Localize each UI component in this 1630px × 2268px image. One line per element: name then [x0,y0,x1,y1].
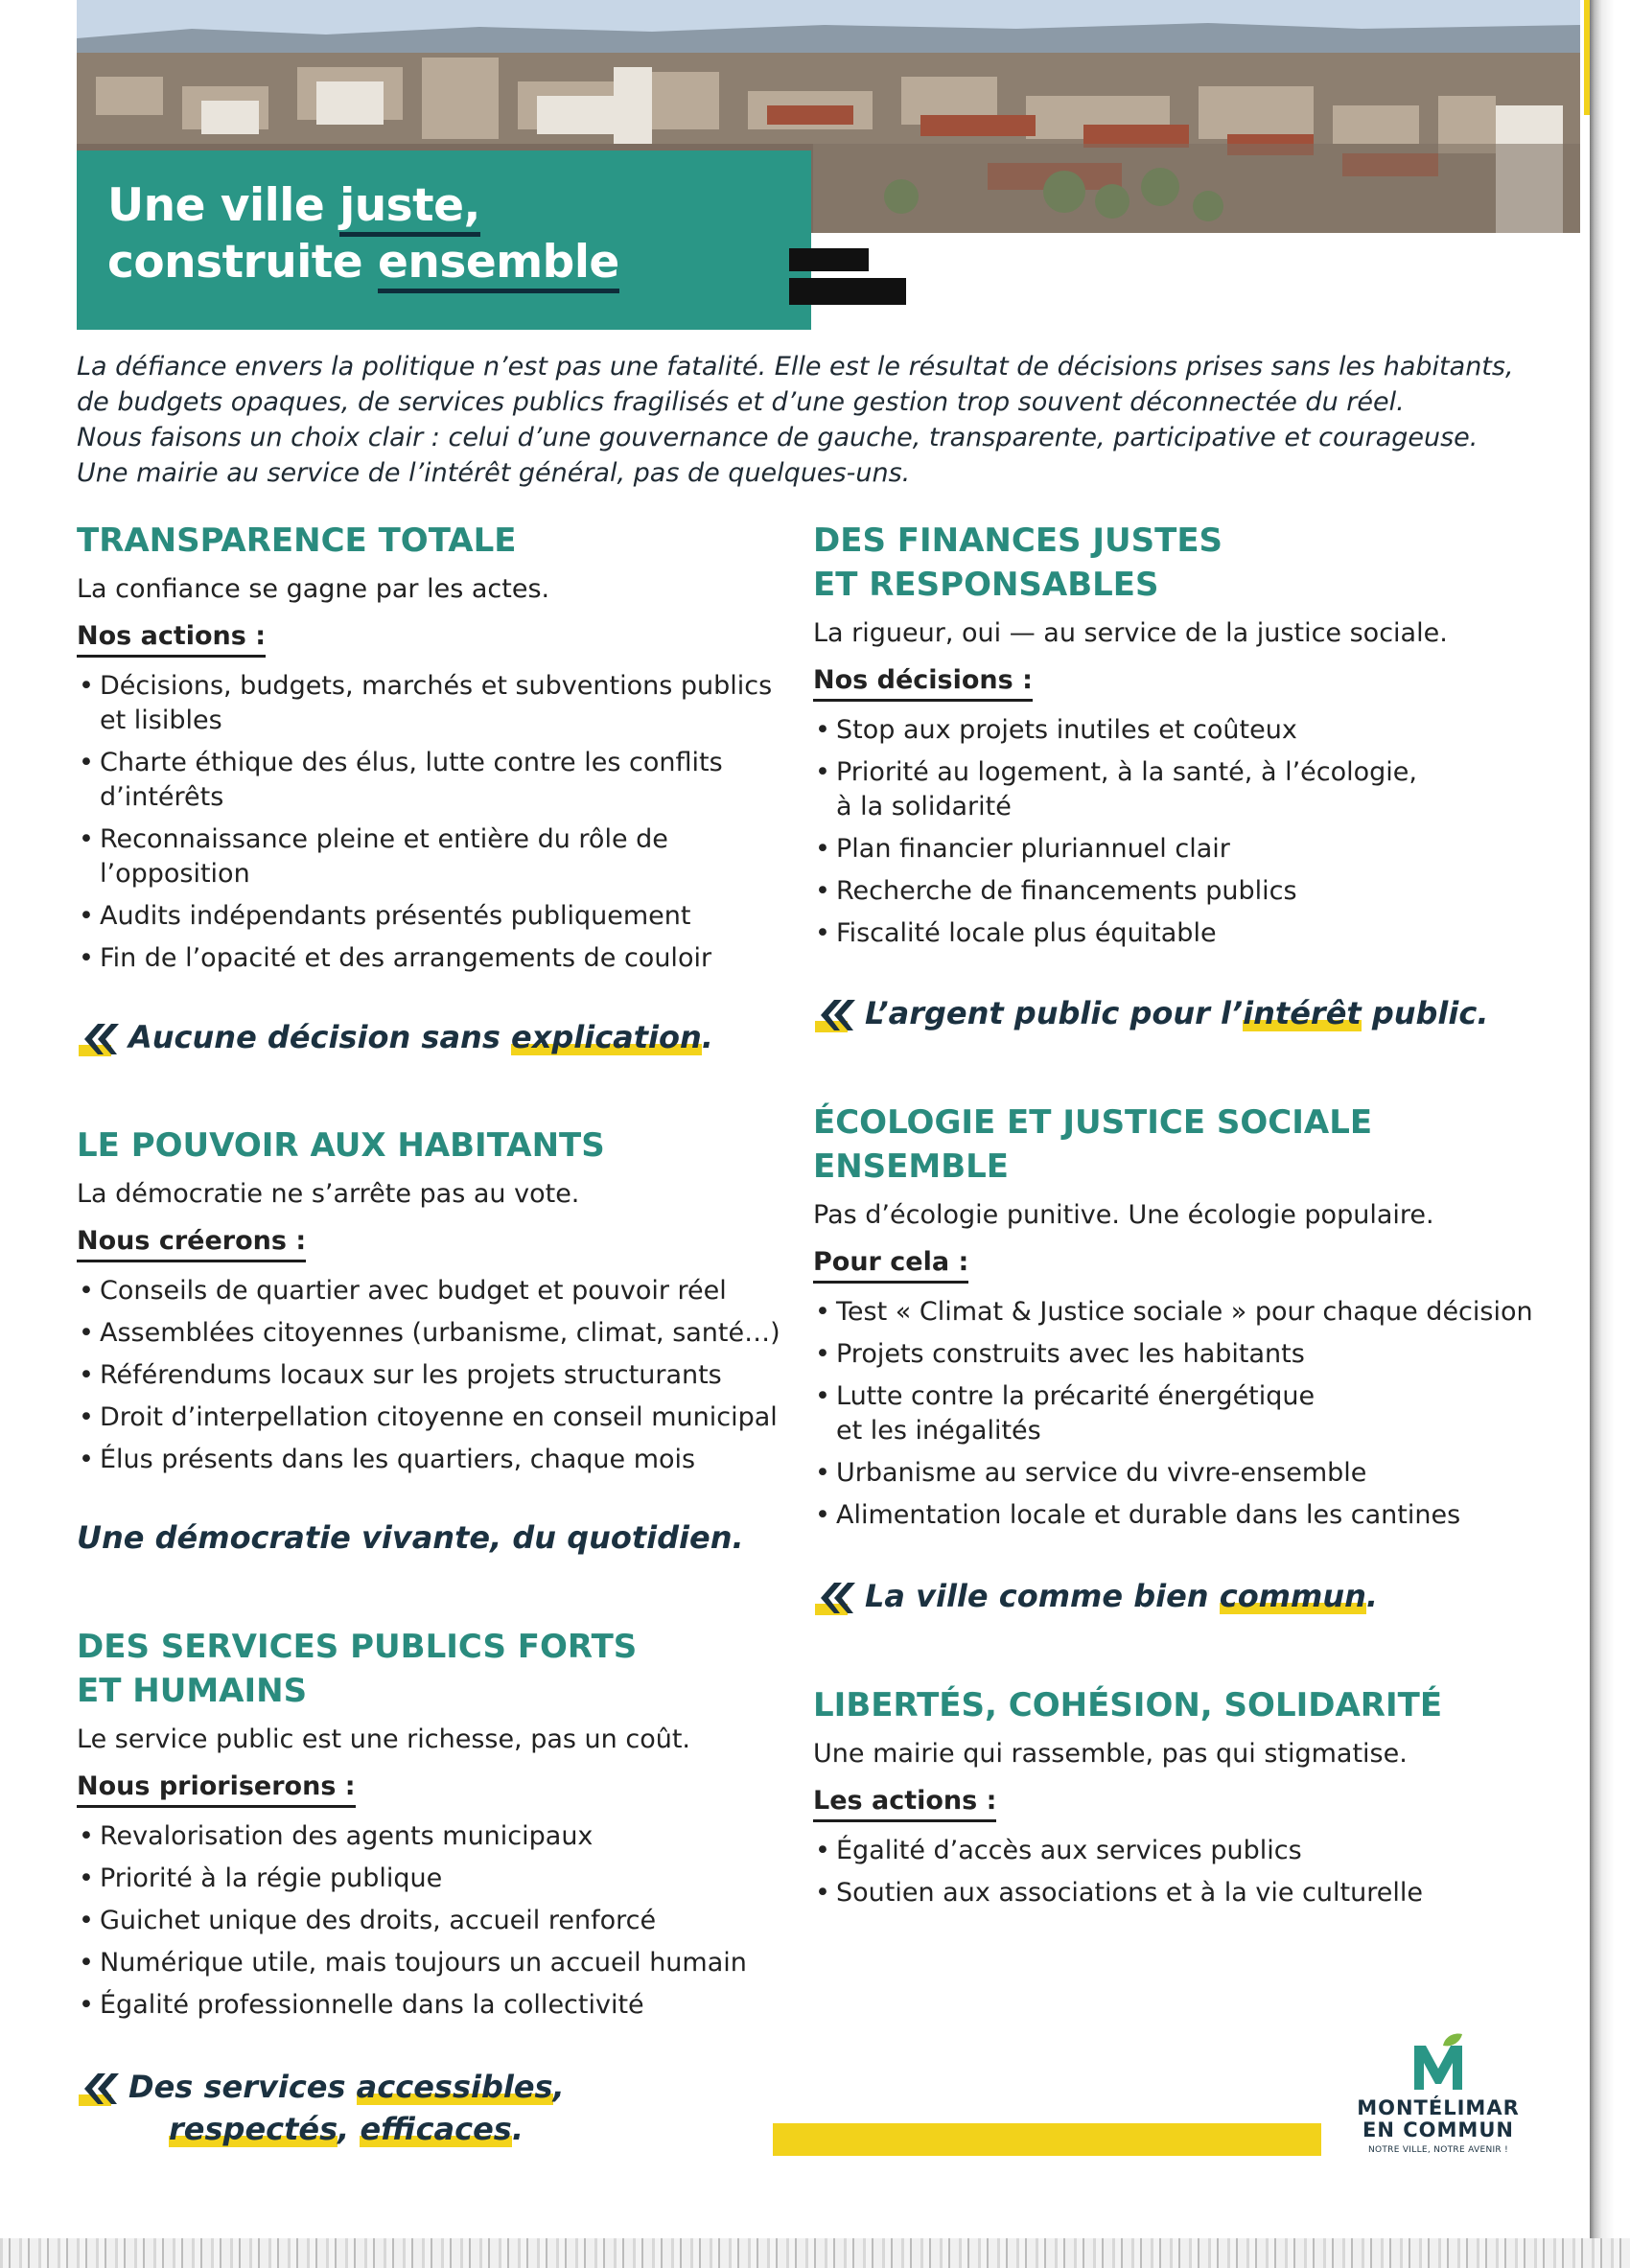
list-item: • Soutien aux associations et à la vie culturelle [813,1876,1561,1910]
quote-marks-icon [813,1579,865,1617]
list-item: • Projets construits avec les habitants [813,1337,1561,1372]
section-subtitle: La rigueur, oui — au service de la justice sociale. [813,618,1448,648]
list-item: • Égalité d’accès aux services publics [813,1834,1561,1868]
montelimar-en-commun-logo: MONTÉLIMAR EN COMMUN NOTRE VILLE, NOTRE AVENIR ! [1344,2032,1532,2155]
section-subtitle: La confiance se gagne par les actes. [77,574,550,604]
list-item: • Conseils de quartier avec budget et pouvoir réel [77,1274,805,1308]
quote-services: Des services accessibles, [77,2066,565,2108]
section-lead: Nos actions : [77,620,266,658]
section-title: ÉCOLOGIE ET JUSTICE SOCIALE ENSEMBLE [813,1103,1373,1186]
list-item: • Décisions, budgets, marchés et subventions publics et lisibles [77,669,805,738]
section-ecologie [813,1100,1561,1540]
section-transparence [77,519,805,984]
quote-pouvoir: Une démocratie vivante, du quotidien. [77,1519,744,1556]
quote-ecologie: La ville comme bien commun. [813,1575,1378,1617]
list-item: • Droit d’interpellation citoyenne en conseil municipal [77,1400,805,1435]
action-list [77,669,805,976]
quote-transparence: Aucune décision sans explication. [77,1016,713,1058]
list-item: • Charte éthique des élus, lutte contre les conflits d’intérêts [77,746,805,815]
list-item: • Audits indépendants présentés publiquement [77,899,805,934]
list-item: • Alimentation locale et durable dans les cantines [813,1498,1561,1533]
logo-m-leaf-icon [1405,2032,1472,2094]
action-list [813,1834,1561,1910]
title-box [77,150,811,330]
intro-paragraph: La défiance envers la politique n’est pas une fatalité. Elle est le résultat de décisions prises sans les habitants, de budgets opaques, de services publics fragilisés et d’une gestion trop souvent déconnectée du réel. Nous faisons un choix clair : celui d’une gouvernance de gauche, transparente, participative et courageuse. Une mairie au service de l’intérêt général, pas de quelques-uns. [77,352,1514,488]
section-lead: Nous prioriserons : [77,1770,356,1808]
scan-bottom-artifact [0,2238,1630,2268]
quote-finances: L’argent public pour l’intérêt public. [813,992,1488,1034]
section-title: DES SERVICES PUBLICS FORTS ET HUMAINS [77,1628,638,1710]
list-item: • Lutte contre la précarité énergétique et les inégalités [813,1379,1561,1448]
section-lead: Nos décisions : [813,664,1033,702]
list-item: • Plan financier pluriannuel clair [813,832,1561,867]
list-item: • Référendums locaux sur les projets structurants [77,1358,805,1393]
scan-edge-shadow [1590,0,1630,2268]
redaction-mark [789,278,906,305]
list-item: • Revalorisation des agents municipaux [77,1819,805,1854]
section-subtitle: Une mairie qui rassemble, pas qui stigmatise. [813,1739,1408,1769]
section-subtitle: Le service public est une richesse, pas un coût. [77,1724,691,1754]
section-title: LE POUVOIR AUX HABITANTS [77,1126,605,1165]
list-item: • Test « Climat & Justice sociale » pour chaque décision [813,1295,1561,1330]
quote-marks-icon [77,1020,128,1058]
section-services [77,1625,805,2030]
list-item: • Fin de l’opacité et des arrangements de couloir [77,941,805,976]
list-item: • Guichet unique des droits, accueil renforcé [77,1904,805,1938]
list-item: • Numérique utile, mais toujours un accueil humain [77,1946,805,1980]
section-subtitle: Pas d’écologie punitive. Une écologie populaire. [813,1200,1434,1230]
section-pouvoir [77,1123,805,1485]
list-item: • Priorité au logement, à la santé, à l’écologie, à la solidarité [813,755,1561,824]
list-item: • Reconnaissance pleine et entière du rôle de l’opposition [77,822,805,891]
section-finances [813,519,1561,959]
list-item: • Priorité à la régie publique [77,1862,805,1896]
section-lead: Nous créerons : [77,1225,306,1262]
quote-marks-icon [813,996,865,1034]
section-lead: Pour cela : [813,1246,968,1284]
list-item: • Égalité professionnelle dans la collectivité [77,1988,805,2023]
action-list [813,1295,1561,1533]
action-list [77,1274,805,1477]
section-title: TRANSPARENCE TOTALE [77,521,517,560]
list-item: • Fiscalité locale plus équitable [813,916,1561,951]
list-item: • Stop aux projets inutiles et coûteux [813,713,1561,748]
section-subtitle: La démocratie ne s’arrête pas au vote. [77,1179,580,1209]
section-title: LIBERTÉS, COHÉSION, SOLIDARITÉ [813,1686,1443,1724]
list-item: • Assemblées citoyennes (urbanisme, climat, santé…) [77,1316,805,1351]
title-line-2: construite ensemble [107,236,619,289]
section-title: DES FINANCES JUSTES ET RESPONSABLES [813,521,1223,604]
list-item: • Urbanisme au service du vivre-ensemble [813,1456,1561,1491]
list-item: • Élus présents dans les quartiers, chaque mois [77,1443,805,1477]
quote-services-line2: respectés, efficaces. [169,2111,524,2147]
action-list [813,713,1561,951]
title-line-1: Une ville juste, [107,179,480,232]
quote-marks-icon [77,2070,128,2108]
section-libertes [813,1683,1561,1918]
section-lead: Les actions : [813,1785,996,1822]
redaction-mark [789,248,869,271]
decorative-yellow-bar [773,2123,1321,2156]
list-item: • Recherche de financements publics [813,874,1561,909]
action-list [77,1819,805,2023]
